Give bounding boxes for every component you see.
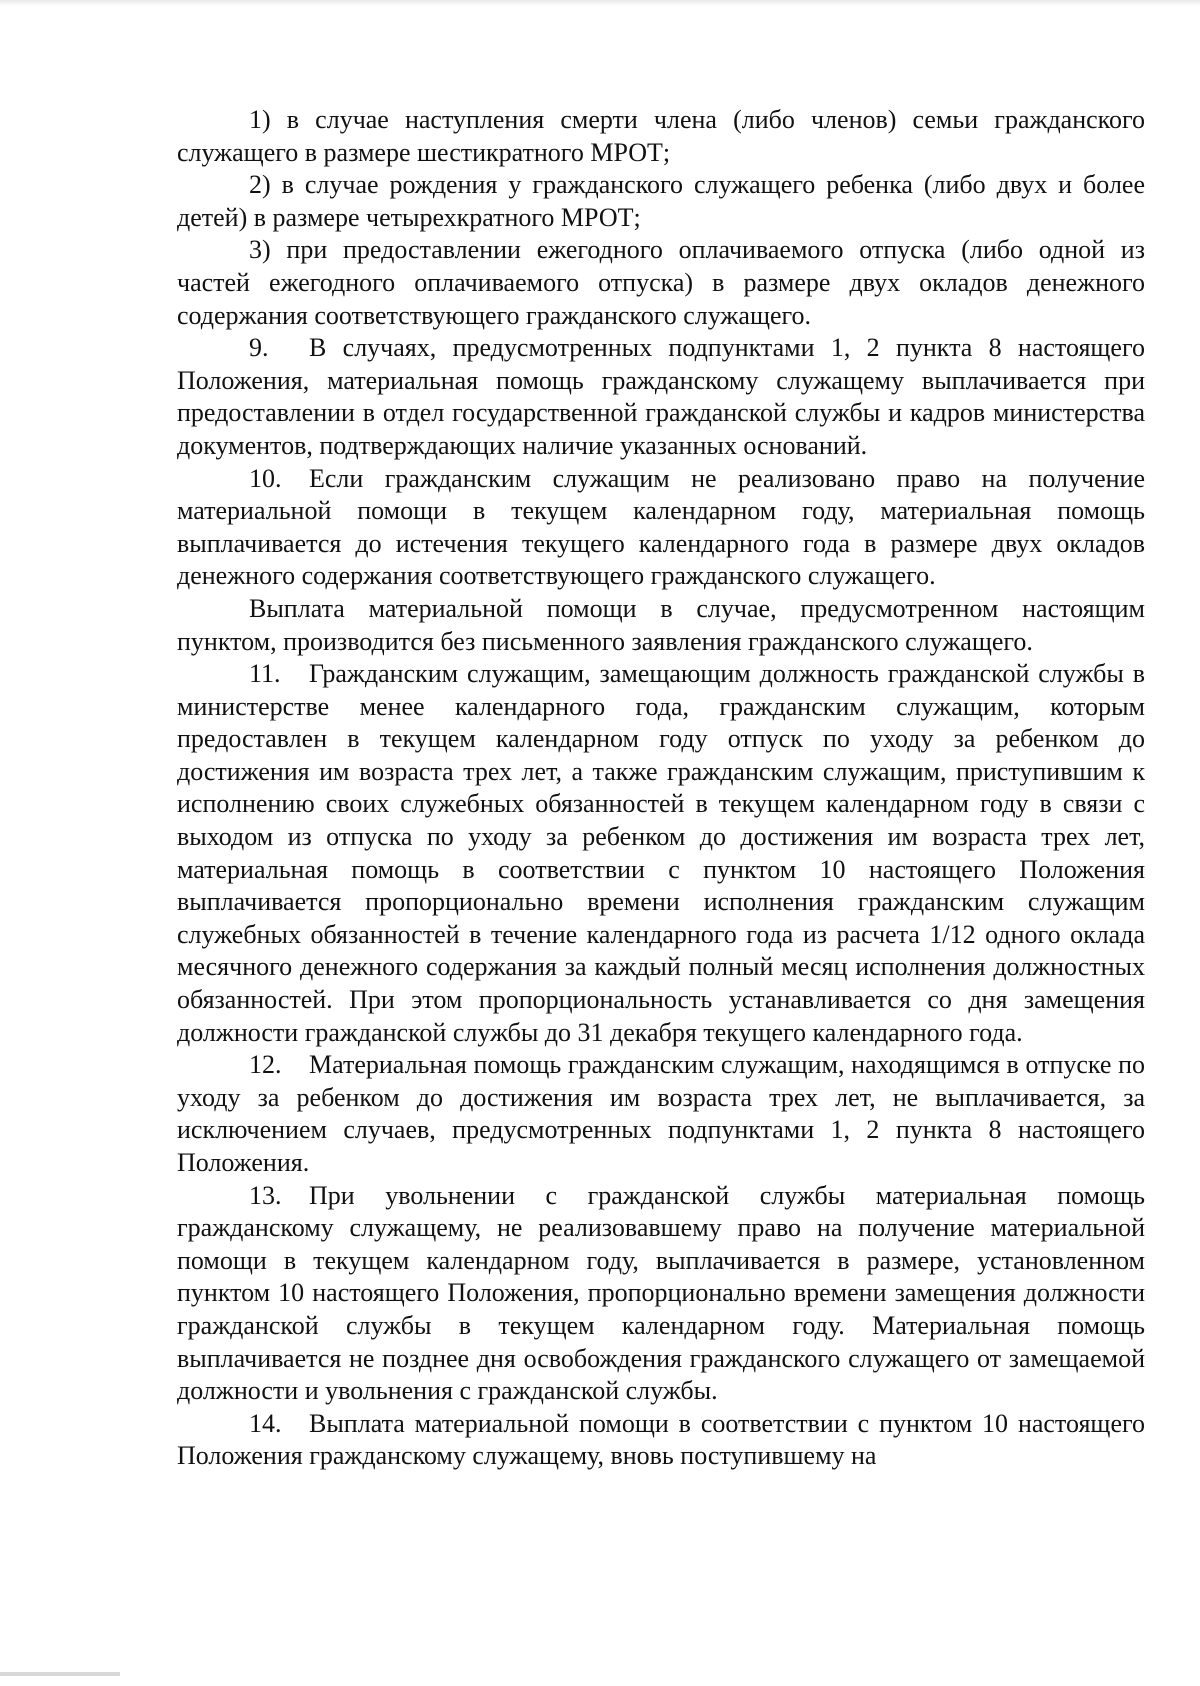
paragraph-text: 2) в случае рождения у гражданского служащего ребенка (либо двух и более детей) в размере четырехкратного МРОТ; — [177, 170, 1145, 232]
paragraph-10-continued — [177, 593, 1145, 658]
paragraph-text: Выплата материальной помощи в соответствии с пунктом 10 настоящего Положения гражданскому служащему, вновь поступившему на — [177, 1408, 1145, 1471]
paragraph-text: В случаях, предусмотренных подпунктами 1, 2 пункта 8 настоящего Положения, материальная помощь гражданскому служащему выплачивается при предоставлении в отдел государственной гражданской службы и кадров министерства документов, подтверждающих наличие указанных оснований. — [177, 333, 1145, 460]
paragraph-number: 11. — [249, 659, 281, 689]
paragraph-number: 9. — [249, 333, 269, 363]
paragraph-text: При увольнении с гражданской службы материальная помощь гражданскому служащему, не реализовавшему право на получение материальной помощи в текущем календарном году, выплачивается в размере, установленном пунктом 10 настоящего Положения, пропорционально времени замещения должности гражданской службы в текущем календарном году. Материальная помощь выплачивается не позднее дня освобождения гражданского служащего от замещаемой должности и увольнения с гражданской службы. — [177, 1180, 1145, 1406]
paragraph-11 — [177, 658, 1145, 1049]
paragraph-number: 12. — [249, 1050, 282, 1080]
scan-edge-bottom — [0, 1672, 120, 1676]
paragraph-13 — [177, 1180, 1145, 1408]
paragraph-sub-2 — [177, 169, 1145, 234]
paragraph-number: 10. — [249, 463, 282, 493]
paragraph-12 — [177, 1049, 1145, 1179]
paragraph-sub-3 — [177, 234, 1145, 332]
paragraph-10 — [177, 463, 1145, 593]
document-body — [177, 104, 1145, 1473]
paragraph-text: 3) при предоставлении ежегодного оплачиваемого отпуска (либо одной из частей ежегодного оплачиваемого отпуска) в размере двух окладов денежного содержания соответствующего гражданского служащего. — [177, 235, 1145, 330]
paragraph-14 — [177, 1408, 1145, 1473]
paragraph-text: 1) в случае наступления смерти члена (либо членов) семьи гражданского служащего в размере шестикратного МРОТ; — [177, 105, 1145, 167]
paragraph-text: Выплата материальной помощи в случае, предусмотренном настоящим пунктом, производится без письменного заявления гражданского служащего. — [177, 593, 1145, 656]
paragraph-9 — [177, 332, 1145, 462]
scan-edge-top — [0, 0, 1200, 6]
paragraph-number: 13. — [249, 1180, 282, 1210]
paragraph-text: Материальная помощь гражданским служащим, находящимся в отпуске по уходу за ребенком до достижения им возраста трех лет, не выплачивается, за исключением случаев, предусмотренных подпунктами 1, 2 пункта 8 настоящего Положения. — [177, 1050, 1145, 1177]
paragraph-text: Гражданским служащим, замещающим должность гражданской службы в министерстве менее календарного года, гражданским служащим, которым предоставлен в текущем календарном году отпуск по уходу за ребенком до достижения им возраста трех лет, а также гражданским служащим, приступившим к исполнению своих служебных обязанностей в текущем календарном году в связи с выходом из отпуска по уходу за ребенком до достижения им возраста трех лет, материальная помощь в соответствии с пунктом 10 настоящего Положения выплачивается пропорционально времени исполнения гражданским служащим служебных обязанностей в течение календарного года из расчета 1/12 одного оклада месячного денежного содержания за каждый полный месяц исполнения должностных обязанностей. При этом пропорциональность устанавливается со дня замещения должности гражданской службы до 31 декабря текущего календарного года. — [177, 659, 1145, 1047]
paragraph-text: Если гражданским служащим не реализовано право на получение материальной помощи в текущем календарном году, материальная помощь выплачивается до истечения текущего календарного года в размере двух окладов денежного содержания соответствующего гражданского служащего. — [177, 463, 1145, 591]
paragraph-number: 14. — [249, 1408, 282, 1438]
paragraph-sub-1 — [177, 104, 1145, 169]
